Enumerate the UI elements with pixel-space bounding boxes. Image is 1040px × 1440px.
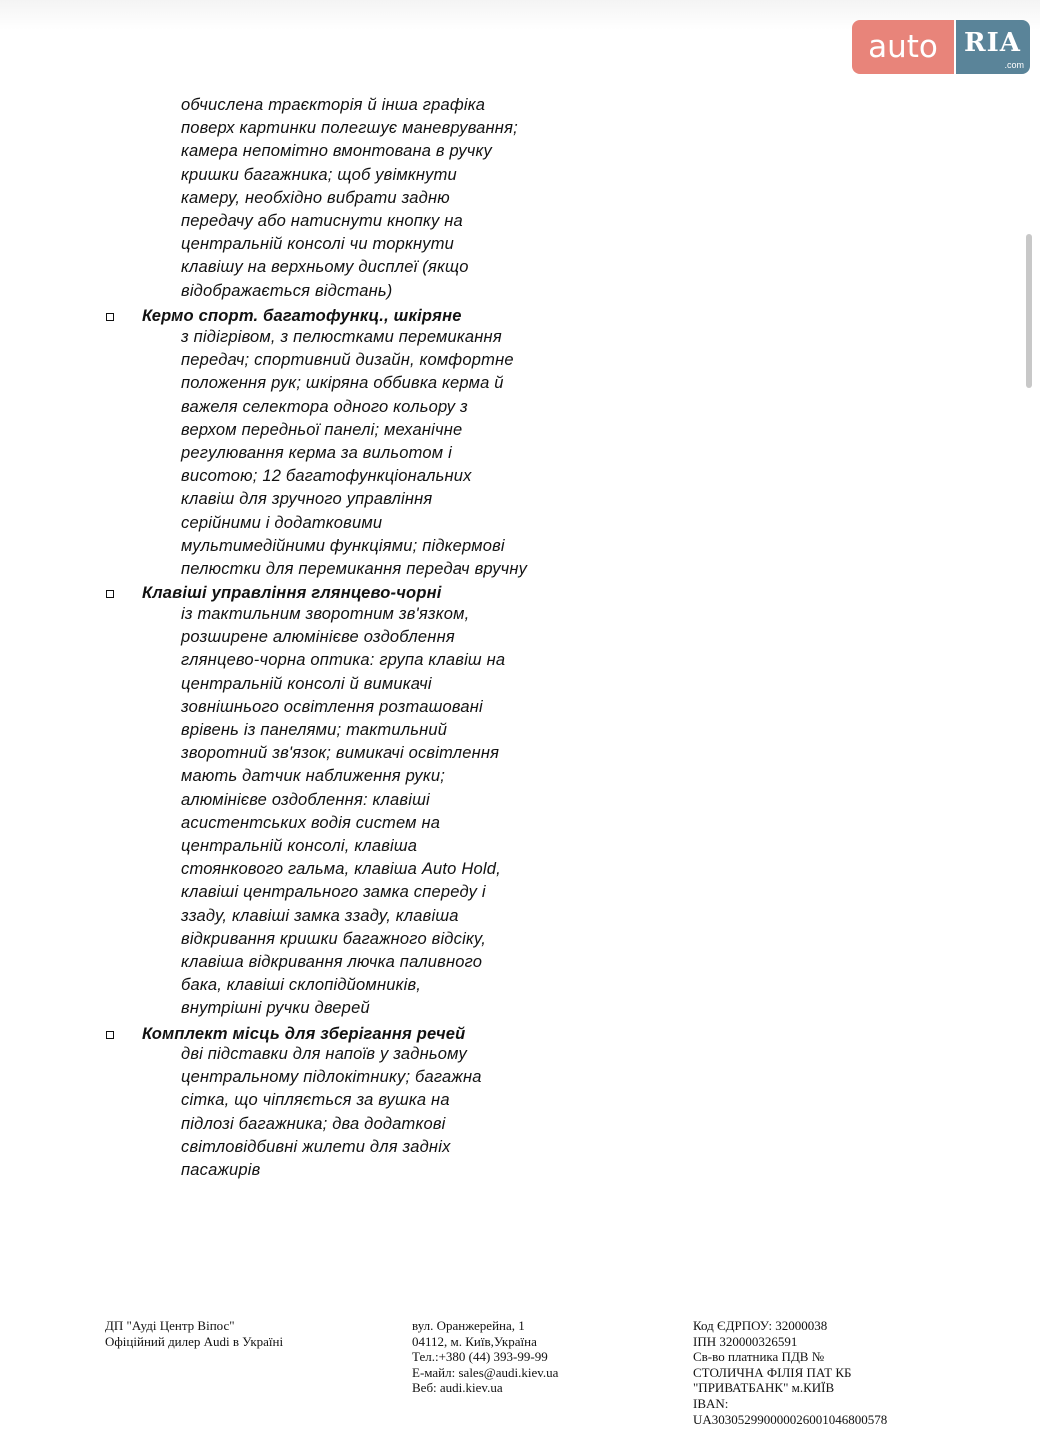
text-line: кришки багажника; щоб увімкнути	[181, 165, 457, 184]
footer-line: ІПН 320000326591	[693, 1333, 798, 1349]
text-line: сітка, що чіпляється за вушка на	[181, 1091, 450, 1110]
text-line: клавіш для зручного управління	[181, 490, 433, 509]
text-line: центральній консолі чи торкнути	[181, 235, 455, 254]
text-line: бака, клавіші склопідйомників,	[181, 976, 422, 995]
footer-line: 04112, м. Київ,Україна	[412, 1333, 537, 1349]
text-line: камеру, необхідно вибрати задню	[181, 188, 450, 207]
footer-requisites	[693, 1318, 887, 1427]
footer-line: "ПРИВАТБАНК" м.КИЇВ	[693, 1380, 835, 1396]
feature-description-steering-wheel	[181, 326, 601, 581]
text-line: поверх картинки полегшує маневрування;	[181, 119, 518, 138]
text-line: пасажирів	[181, 1161, 261, 1180]
text-line: розширене алюмінієве оздоблення	[181, 628, 455, 647]
checkbox-bullet-icon	[106, 1031, 114, 1039]
footer-line: Офіційний дилер Audi в Україні	[105, 1333, 284, 1349]
footer-line: Св-во платника ПДВ №	[693, 1349, 825, 1365]
footer-line: Тел.:+380 (44) 393-99-99	[412, 1349, 548, 1365]
text-line: підлозі багажника; два додаткові	[181, 1114, 446, 1133]
text-line: регулювання керма за вильотом і	[181, 444, 452, 463]
text-line: зовнішнього освітлення розташовані	[181, 697, 483, 716]
footer-line: Код ЄДРПОУ: 32000038	[693, 1318, 828, 1333]
text-line: внутрішні ручки дверей	[181, 999, 370, 1018]
text-line: верхом передньої панелі; механічне	[181, 420, 463, 439]
text-line: стоянкового гальма, клавіша Auto Hold,	[181, 860, 501, 879]
text-line: центральній консолі, клавіша	[181, 837, 418, 856]
text-line: пелюстки для перемикання передач вручну	[181, 560, 528, 579]
footer-contacts	[412, 1318, 558, 1396]
text-line: відображається відстань)	[181, 281, 393, 300]
text-line: важеля селектора одного кольору з	[181, 397, 468, 416]
text-line: обчислена траєкторія й інша графіка	[181, 96, 486, 114]
text-line: зворотний зв'язок; вимикачі освітлення	[181, 744, 500, 763]
text-line: положення рук; шкіряна оббивка керма й	[181, 374, 504, 393]
text-line: серійними і додатковими	[181, 513, 383, 532]
feature-heading-control-keys	[106, 582, 442, 605]
text-line: із тактильним зворотним зв'язком,	[181, 605, 470, 623]
text-line: камера непомітно вмонтована в ручку	[181, 142, 492, 161]
feature-title: Кермо спорт. багатофункц., шкіряне	[142, 307, 462, 325]
feature-description-storage	[181, 1043, 601, 1182]
text-line: мають датчик наближення руки;	[181, 767, 446, 786]
text-line: мультимедійними функціями; підкермові	[181, 536, 505, 555]
footer-line: UA303052990000026001046800578	[693, 1411, 888, 1427]
footer-company	[105, 1318, 283, 1349]
text-line: клавіша відкривання лючка паливного	[181, 953, 483, 972]
text-line: асистентських водія систем на	[181, 813, 441, 832]
text-line: передач; спортивний дизайн, комфортне	[181, 351, 514, 370]
feature-heading-steering-wheel	[106, 305, 462, 328]
text-line: клавіші центрального замка спереду і	[181, 883, 486, 902]
logo-ria-text: RIA	[964, 28, 1021, 58]
feature-title: Комплект місць для зберігання речей	[142, 1025, 466, 1043]
footer-line: ДП "Ауді Центр Віпос"	[105, 1318, 235, 1333]
intro-description	[181, 94, 601, 303]
text-line: клавішу на верхньому дисплеї (якщо	[181, 258, 469, 277]
checkbox-bullet-icon	[106, 590, 114, 598]
logo-auto-text: auto	[852, 20, 954, 74]
text-line: відкривання кришки багажного відсіку,	[181, 929, 487, 948]
text-line: ззаду, клавіші замка ззаду, клавіша	[181, 906, 459, 925]
footer-line: IBAN:	[693, 1395, 729, 1411]
text-line: висотою; 12 багатофункціональних	[181, 467, 472, 486]
text-line: передачу або натиснути кнопку на	[181, 212, 463, 231]
logo-ria-domain: .com	[1004, 60, 1024, 70]
feature-description-control-keys	[181, 603, 601, 1021]
logo-ria-block	[956, 20, 1030, 74]
text-line: з підігрівом, з пелюстками перемикання	[181, 328, 502, 346]
text-line: алюмінієве оздоблення: клавіші	[181, 790, 430, 809]
text-line: дві підставки для напоїв у задньому	[181, 1045, 467, 1063]
footer-website[interactable]: Веб: audi.kiev.ua	[412, 1380, 503, 1396]
feature-title: Клавіші управління глянцево-чорні	[142, 584, 442, 602]
text-line: світловідбивні жилети для задніх	[181, 1137, 451, 1156]
text-line: центральному підлокітнику; багажна	[181, 1068, 482, 1087]
text-line: глянцево-чорна оптика: група клавіш на	[181, 651, 506, 670]
checkbox-bullet-icon	[106, 313, 114, 321]
text-line: врівень із панелями; тактильний	[181, 721, 448, 740]
footer-email[interactable]: Е-майл: sales@audi.kiev.ua	[412, 1364, 559, 1380]
text-line: центральній консолі й вимикачі	[181, 674, 432, 693]
scrollbar-thumb[interactable]	[1026, 234, 1032, 388]
footer-line: вул. Оранжерейна, 1	[412, 1318, 525, 1333]
autoria-logo[interactable]	[852, 20, 1030, 74]
footer-line: СТОЛИЧНА ФІЛІЯ ПАТ КБ	[693, 1364, 852, 1380]
